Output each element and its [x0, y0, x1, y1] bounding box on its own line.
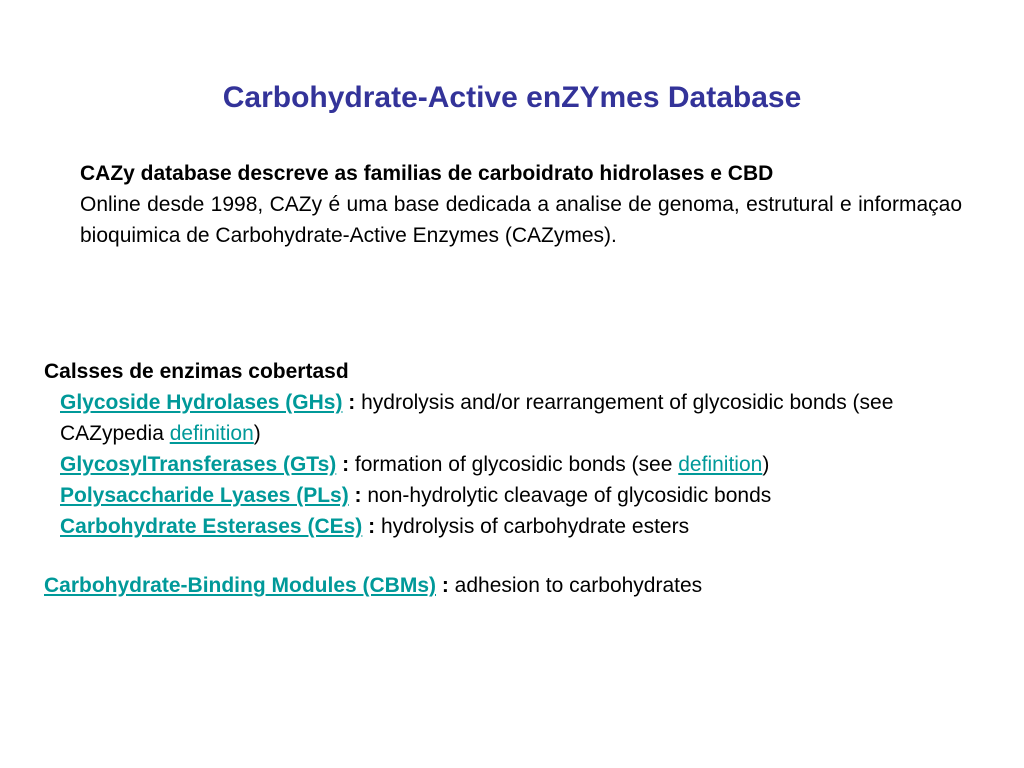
- gt-row: [44, 449, 984, 480]
- gh-separator: :: [342, 391, 362, 414]
- intro-section: [80, 158, 962, 251]
- gh-definition-link[interactable]: definition: [169, 422, 254, 445]
- slide-title: Carbohydrate-Active enZYmes Database: [222, 81, 802, 114]
- gt-definition-link[interactable]: definition: [678, 453, 763, 476]
- pl-row: [44, 480, 984, 511]
- cbm-separator: :: [436, 574, 455, 597]
- pl-separator: :: [348, 484, 368, 507]
- cbm-row: [44, 570, 984, 601]
- gt-closing-paren: ): [762, 453, 770, 476]
- gt-link[interactable]: GlycosylTransferases (GTs): [60, 453, 337, 476]
- intro-body: Online desde 1998, CAZy é uma base dedicada a analise de genoma, estrutural e informaçao bioquimica de Carbohydrate-Active Enzymes (CAZymes).: [80, 193, 962, 247]
- intro-heading: CAZy database descreve as familias de carboidrato hidrolases e CBD: [80, 162, 774, 185]
- gh-description: hydrolysis and/or rearrangement of glycosidic bonds (see CAZypedia: [60, 391, 894, 445]
- ce-description: hydrolysis of carbohydrate esters: [380, 515, 690, 538]
- enzyme-classes-section: [44, 356, 984, 601]
- pl-description: non-hydrolytic cleavage of glycosidic bonds: [367, 484, 772, 507]
- gh-closing-paren: ): [253, 422, 261, 445]
- cbm-description: adhesion to carbohydrates: [454, 574, 703, 597]
- cbm-link[interactable]: Carbohydrate-Binding Modules (CBMs): [44, 574, 436, 597]
- ce-link[interactable]: Carbohydrate Esterases (CEs): [60, 515, 363, 538]
- ce-row: [44, 511, 984, 542]
- classes-heading: Calsses de enzimas cobertasd: [44, 360, 349, 383]
- pl-link[interactable]: Polysaccharide Lyases (PLs): [60, 484, 349, 507]
- gt-separator: :: [336, 453, 355, 476]
- section-spacer: [44, 542, 984, 570]
- gt-description: formation of glycosidic bonds (see: [354, 453, 679, 476]
- ce-separator: :: [362, 515, 381, 538]
- gh-link[interactable]: Glycoside Hydrolases (GHs): [60, 391, 343, 414]
- gh-row: [44, 387, 984, 449]
